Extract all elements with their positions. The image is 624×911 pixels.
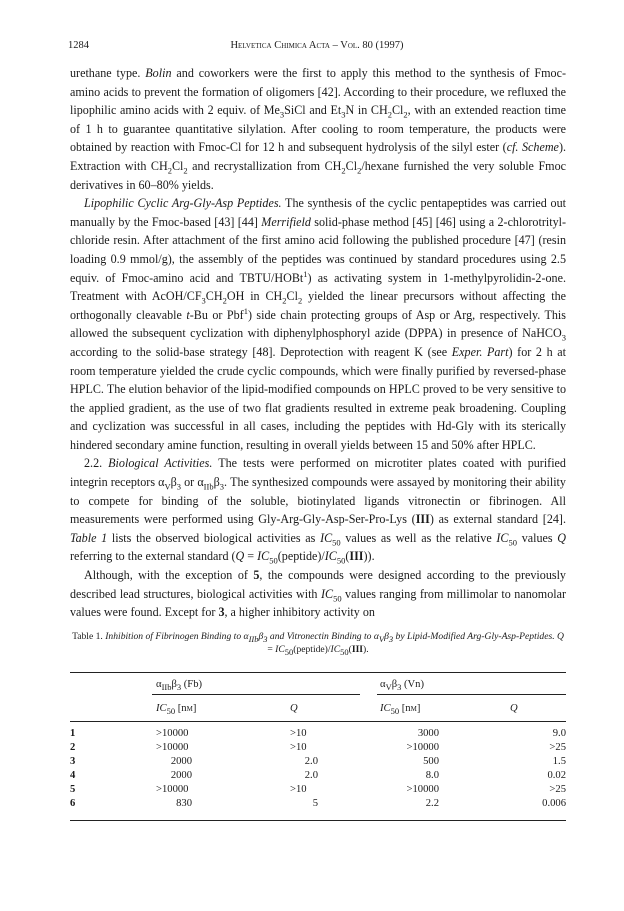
cell-q-vn: 0.006 <box>542 798 566 809</box>
cell-q-vn: 0.02 <box>547 770 566 781</box>
cell-q-fb: 5 <box>312 798 318 809</box>
row-id: 2 <box>70 742 76 753</box>
cell-ic50-fb: >10000 <box>156 728 189 739</box>
cell-q-fb: >10 <box>290 728 307 739</box>
cell-q-vn: 9.0 <box>552 728 566 739</box>
paragraph-1: urethane type. Bolin and coworkers were the first to apply this method to the synthesis of Fmoc-amino acids to prevent the formation of oligomers [42]. According to their procedure, we refluxed the lipophilic amino acids with 2 equiv. of $Me_3SiCl$ and $Et_3N$ in $CH_2Cl_2$, with an extended reaction time of 1 h to guarantee quantitative silylation. After cooling to room temperature, the products were obtained by reaction with Fmoc-Cl for 12 h and subsequent hydrolysis of the silyl ester (cf. Scheme). Extraction with $CH_2Cl_2$ and recrystallization from $CH_2Cl_2$/hexane furnished the very soluble Fmoc derivatives in 60–80% yields. <box>70 66 566 192</box>
row-id: 4 <box>70 770 76 781</box>
table-caption: Table 1. Inhibition of Fibrinogen Binding to $\alpha_{IIb}\beta_3$ and Vitronectin Binding to $\alpha_V\beta_3$ by Lipid-Modified Arg-Gly-Asp-Peptides. $Q = IC_{50}(peptide)/IC_{50}(III)$. <box>72 631 564 657</box>
paragraph-2: Lipophilic Cyclic Arg-Gly-Asp Peptides. The synthesis of the cyclic pentapeptides was carried out manually by the Fmoc-based [43] [44] Merrifield solid-phase method [45] [46] using a 2-chlorotrityl-chloride resin. After attachment of the first amino acid following the published procedure [47] (resin loading 0.9 mmol/g), the assembly of the peptides was continued by standard procedures using 2.5 equiv. of Fmoc-amino acid and TBTU/HOBt$^1$) as activating system in 1-methylpyrolidin-2-one. Treatment with AcOH/$CF_3CH_2OH$ in $CH_2Cl_2$ yielded the linear precursors without affecting the orthogonally cleavable t-Bu or Pbf$^1$) side chain protecting groups of Asp or Arg, respectively. This allowed the subsequent cyclization with diphenylphosphoryl azide (DPPA) in presence of NaHCO$_3$ according to the solid-base strategy [48]. Deprotection with reagent K (see Exper. Part) for 2 h at room temperature yielded the crude cyclic compounds, which were finally purified by reversed-phase HPLC. The elution behavior of the lipid-modified compounds on HPLC proved to be very sensitive to the applied gradient, as the use of two flat gradients resulted in extreme peak broadening. Coupling and cyclization was successful in all cases, including the peptides with Hd-Gly with its sterically hindered secondary amine function, resulting in overall yields between 15 and 50% after HPLC. <box>70 196 567 452</box>
cell-q-fb: >10 <box>290 742 307 753</box>
cell-ic50-fb: >10000 <box>156 742 189 753</box>
cell-q-fb: 2.0 <box>304 756 318 767</box>
row-id: 1 <box>70 728 76 739</box>
table-label: Table 1. <box>72 631 103 642</box>
page-number: 1284 <box>68 40 89 51</box>
paragraph-4: Although, with the exception of 5, the compounds were designed according to the previously described lead structures, biological activities with $IC_{50}$ values ranging from millimolar to nanomolar values were found. Except for 3, a higher inhibitory activity on <box>70 568 567 620</box>
paragraph-3: 2.2. Biological Activities. The tests were performed on microtiter plates coated with purified integrin receptors $\alpha_V\beta_3$ or $\alpha_{IIb}\beta_3$. The synthesized compounds were assayed by monitoring their ability to compete for binding of the soluble, biotinylated ligands vitronectin or fibrinogen. All measurements were performed using Gly-Arg-Gly-Asp-Ser-Pro-Lys (III) as external standard [24]. Table 1 lists the observed biological activities as $IC_{50}$ values as well as the relative $IC_{50}$ values Q referring to the external standard $(Q = IC_{50}(peptide)/IC_{50}(III))$. <box>70 456 567 566</box>
row-id: 6 <box>70 798 76 809</box>
cell-ic50-vn: 500 <box>423 756 439 767</box>
col-header-ic50-vn: $IC_{50}$ [nm] <box>380 703 421 717</box>
cell-q-vn: >25 <box>549 742 566 753</box>
cell-ic50-vn: 2.2 <box>425 798 439 809</box>
cell-ic50-vn: >10000 <box>406 784 439 795</box>
group-header-vn: $\alpha_V\beta_3$ (Vn) <box>380 679 424 693</box>
cell-ic50-fb: >10000 <box>156 784 189 795</box>
group-header-fb: $\alpha_{IIb}\beta_3$ (Fb) <box>156 679 203 693</box>
row-id: 3 <box>70 756 76 767</box>
col-header-q-fb: Q <box>290 703 298 714</box>
col-header-ic50-fb: $IC_{50}$ [nm] <box>156 703 197 717</box>
cell-ic50-fb: 2000 <box>170 770 192 781</box>
cell-q-vn: 1.5 <box>552 756 566 767</box>
cell-ic50-vn: 3000 <box>417 728 439 739</box>
cell-ic50-fb: 2000 <box>170 756 192 767</box>
row-id: 5 <box>70 784 76 795</box>
cell-q-vn: >25 <box>549 784 566 795</box>
cell-q-fb: 2.0 <box>304 770 318 781</box>
cell-ic50-vn: 8.0 <box>425 770 439 781</box>
cell-ic50-fb: 830 <box>176 798 192 809</box>
col-header-q-vn: Q <box>510 703 518 714</box>
cell-q-fb: >10 <box>290 784 307 795</box>
cell-ic50-vn: >10000 <box>406 742 439 753</box>
journal-title: Helvetica Chimica Acta – Vol. 80 (1997) <box>230 40 404 51</box>
